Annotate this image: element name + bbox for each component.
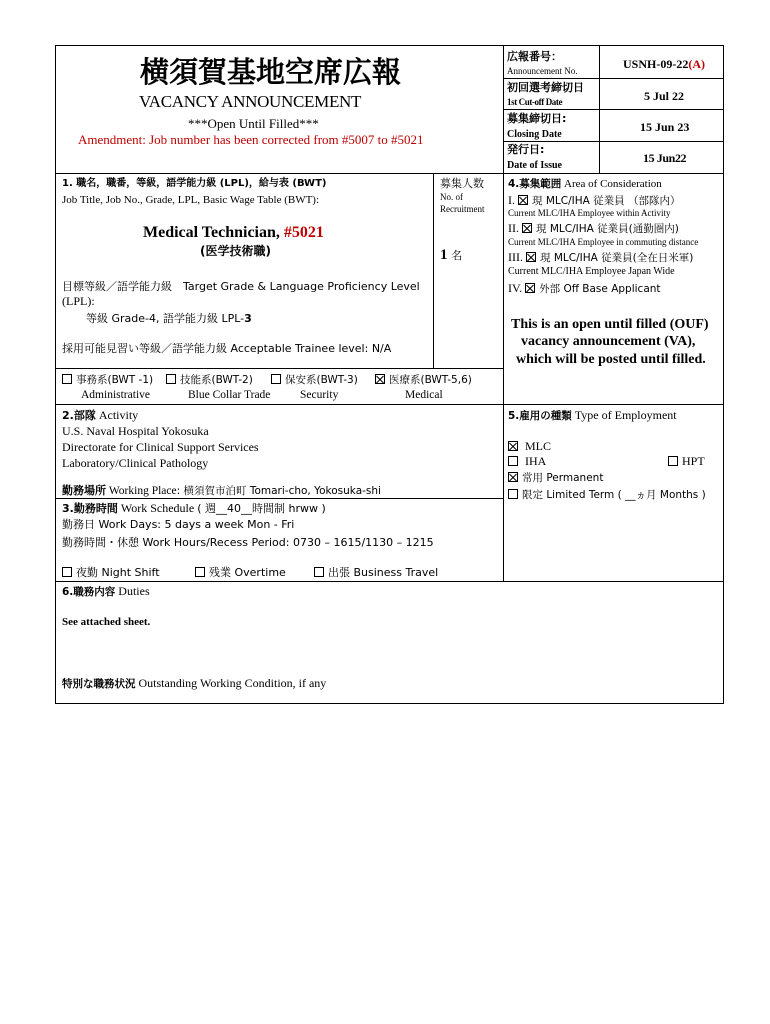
area-option-1-num: I. xyxy=(508,193,515,207)
overtime xyxy=(195,566,286,580)
ann-no-number: USNH-09-22 xyxy=(623,57,689,71)
section4-heading-en: Area of Consideration xyxy=(561,178,662,190)
outstanding-condition xyxy=(62,676,326,691)
area-option-3 xyxy=(508,250,693,265)
employment-mlc-label: MLC xyxy=(525,439,552,453)
issue-label-en: Date of Issue xyxy=(507,160,562,171)
section3-heading-en: Work Schedule xyxy=(117,501,195,515)
area-option-3-num: III. xyxy=(508,250,523,264)
area-option-1-en: Current MLC/IHA Employee within Activity xyxy=(508,208,671,218)
ouf-line-2: vacancy announcement (VA), xyxy=(521,334,696,349)
employment-permanent-checkbox[interactable] xyxy=(508,472,518,482)
working-place-label-jp: 勤務場所 xyxy=(62,484,106,497)
section4-heading xyxy=(508,177,662,191)
section3-heading-jp: 3.勤務時間 xyxy=(62,502,118,515)
divider-section6 xyxy=(55,581,724,582)
employment-mlc-checkbox[interactable] xyxy=(508,441,518,451)
divider-recruit-col xyxy=(433,173,434,368)
employment-limited-checkbox[interactable] xyxy=(508,489,518,499)
area-option-3-label: 現 MLC/IHA 従業員(全在日米軍) xyxy=(540,252,694,264)
category-security-en: Security xyxy=(300,389,339,401)
outstanding-condition-jp: 特別な職務状況 xyxy=(62,678,136,690)
area-option-3-checkbox[interactable] xyxy=(526,252,536,262)
employment-iha-label: IHA xyxy=(525,454,547,468)
ann-no-value xyxy=(623,57,705,71)
employment-hpt-checkbox[interactable] xyxy=(668,456,678,466)
category-administrative xyxy=(62,373,153,387)
category-medical xyxy=(375,373,472,387)
recruit-label-jp: 募集人数 xyxy=(440,177,484,190)
business-travel-label: 出張 Business Travel xyxy=(328,566,439,579)
category-blue-collar xyxy=(166,373,253,387)
job-title-jp: (医学技術職) xyxy=(200,244,271,258)
business-travel-checkbox[interactable] xyxy=(314,567,324,577)
recruit-count-value: 1 xyxy=(440,247,448,263)
area-option-2-checkbox[interactable] xyxy=(522,223,532,233)
work-hours: 勤務時間・休憩 Work Hours/Recess Period: 0730 – 1615/1130 – 1215 xyxy=(62,536,434,549)
divider-section2 xyxy=(55,404,724,405)
employment-permanent xyxy=(508,470,603,485)
job-title xyxy=(143,223,324,242)
job-title-text: Medical Technician, xyxy=(143,224,284,241)
section5-heading-jp: 5.雇用の種類 xyxy=(508,410,572,422)
category-administrative-label: 事務系(BWT -1) xyxy=(76,374,154,386)
category-security-label: 保安系(BWT-3) xyxy=(285,374,358,386)
area-option-2-label: 現 MLC/IHA 従業員(通勤圏内) xyxy=(536,223,679,235)
work-days: 勤務日 Work Days: 5 days a week Mon - Fri xyxy=(62,518,295,531)
area-option-1-checkbox[interactable] xyxy=(518,195,528,205)
target-grade-line2: (LPL): xyxy=(62,294,95,308)
area-option-4 xyxy=(508,281,661,296)
divider-info-2 xyxy=(503,109,723,110)
working-place-label-en: Working Place xyxy=(106,485,177,497)
working-place xyxy=(62,484,381,498)
title-en: VACANCY ANNOUNCEMENT xyxy=(139,92,362,111)
employment-permanent-label: 常用 Permanent xyxy=(522,472,604,484)
frame-right xyxy=(723,45,724,704)
activity-line1: U.S. Naval Hospital Yokosuka xyxy=(62,424,209,438)
closing-label-jp: 募集締切日: xyxy=(507,112,567,125)
category-blue-collar-label: 技能系(BWT-2) xyxy=(180,374,253,386)
category-medical-checkbox[interactable] xyxy=(375,374,385,384)
night-shift xyxy=(62,566,160,580)
section6-heading-jp: 6.職務内容 xyxy=(62,586,116,598)
closing-label-en: Closing Date xyxy=(507,129,562,140)
divider-info-3 xyxy=(503,141,723,142)
activity-line3: Laboratory/Clinical Pathology xyxy=(62,456,209,470)
area-option-2 xyxy=(508,221,679,236)
target-grade-text: 目標等級／語学能力級 Target Grade & Language Proficiency Level xyxy=(62,280,420,293)
cutoff-value: 5 Jul 22 xyxy=(644,89,685,103)
recruit-label-en2: Recruitment xyxy=(440,204,485,214)
outstanding-condition-en: Outstanding Working Condition, if any xyxy=(135,676,327,690)
issue-value: 15 Jun22 xyxy=(643,151,687,165)
target-grade-line1 xyxy=(62,279,420,294)
area-option-1 xyxy=(508,193,680,208)
area-option-4-label: 外部 Off Base Applicant xyxy=(539,283,661,295)
category-blue-collar-en: Blue Collar Trade xyxy=(188,389,271,401)
overtime-label: 残業 Overtime xyxy=(209,566,286,579)
ann-no-suffix: (A) xyxy=(688,57,706,71)
area-option-1-label: 現 MLC/IHA 従業員 （部隊内） xyxy=(532,195,681,207)
area-option-2-en: Current MLC/IHA Employee in commuting distance xyxy=(508,237,699,247)
ouf-line-3: which will be posted until filled. xyxy=(516,352,706,367)
divider-categories xyxy=(55,368,504,369)
grade-lpl-text: 等級 Grade-4, 語学能力級 LPL- xyxy=(86,312,245,325)
overtime-checkbox[interactable] xyxy=(195,567,205,577)
employment-iha-checkbox[interactable] xyxy=(508,456,518,466)
open-until-filled: ***Open Until Filled*** xyxy=(188,116,319,131)
frame-top xyxy=(55,45,724,46)
divider-right-col xyxy=(503,45,504,582)
employment-limited xyxy=(508,487,706,502)
work-schedule-hours: ( 週__40__時間制 hrww ) xyxy=(197,502,326,515)
section6-heading xyxy=(62,584,150,599)
grade-lpl xyxy=(86,312,252,326)
ann-no-label-en: Announcement No. xyxy=(507,66,578,76)
employment-hpt-label: HPT xyxy=(682,454,705,468)
area-option-2-num: II. xyxy=(508,221,519,235)
section5-heading-en: Type of Employment xyxy=(571,408,677,422)
category-administrative-en: Administrative xyxy=(81,389,150,401)
category-blue-collar-checkbox[interactable] xyxy=(166,374,176,384)
frame-bottom xyxy=(55,703,724,704)
divider-info-1 xyxy=(503,78,723,79)
section2-heading-en: Activity xyxy=(95,408,139,422)
category-medical-label: 医療系(BWT-5,6) xyxy=(389,374,472,386)
trainee-level: 採用可能見習い等級／語学能力級 Acceptable Trainee level: N/A xyxy=(62,342,392,355)
area-option-4-num: IV. xyxy=(508,281,523,295)
recruit-count-unit: 名 xyxy=(451,249,463,262)
job-number: #5021 xyxy=(283,224,324,241)
section3-heading xyxy=(62,501,326,516)
ann-no-label-jp: 広報番号： xyxy=(507,50,562,63)
employment-mlc xyxy=(508,439,551,453)
night-shift-label: 夜勤 Night Shift xyxy=(76,566,160,579)
section1-subheading: Job Title, Job No., Grade, LPL, Basic Wage Table (BWT): xyxy=(62,194,320,206)
section1-heading: 1. 職名，職番，等級，語学能力級 (LPL)，給与表 (BWT) xyxy=(62,178,327,189)
employment-hpt xyxy=(668,454,705,468)
amendment-note: Amendment: Job number has been corrected from #5007 to #5021 xyxy=(78,132,424,147)
area-option-4-checkbox[interactable] xyxy=(525,283,535,293)
section5-heading xyxy=(508,408,677,423)
area-option-3-en: Current MLC/IHA Employee Japan Wide xyxy=(508,266,675,277)
section4-heading-jp: 4.募集範囲 xyxy=(508,178,562,190)
category-administrative-checkbox[interactable] xyxy=(62,374,72,384)
recruit-count xyxy=(440,247,462,264)
frame-left xyxy=(55,45,56,704)
section6-heading-en: Duties xyxy=(115,584,150,598)
cutoff-label-jp: 初回選考締切日 xyxy=(507,81,584,94)
working-place-value: : 横須賀市泊町 Tomari-cho, Yokosuka-shi xyxy=(176,485,381,497)
duties-text: See attached sheet. xyxy=(62,616,151,628)
divider-section3 xyxy=(55,498,504,499)
divider-header xyxy=(55,173,724,174)
night-shift-checkbox[interactable] xyxy=(62,567,72,577)
issue-label-jp: 発行日: xyxy=(507,143,545,156)
category-security xyxy=(271,373,358,387)
business-travel xyxy=(314,566,438,580)
employment-iha xyxy=(508,454,546,468)
section2-heading xyxy=(62,408,138,423)
category-medical-en: Medical xyxy=(405,389,443,401)
cutoff-label-en: 1st Cut-off Date xyxy=(507,97,563,107)
employment-limited-label: 限定 Limited Term ( __ヵ月 Months ) xyxy=(522,489,706,501)
section2-heading-jp: 2.部隊 xyxy=(62,409,96,422)
ouf-line-1: This is an open until filled (OUF) xyxy=(511,317,709,332)
category-security-checkbox[interactable] xyxy=(271,374,281,384)
closing-value: 15 Jun 23 xyxy=(640,120,690,134)
title-jp: 横須賀基地空席広報 xyxy=(140,55,402,89)
grade-lpl-value: 3 xyxy=(244,312,252,325)
activity-line2: Directorate for Clinical Support Services xyxy=(62,440,259,454)
recruit-label-en1: No. of xyxy=(440,192,463,202)
